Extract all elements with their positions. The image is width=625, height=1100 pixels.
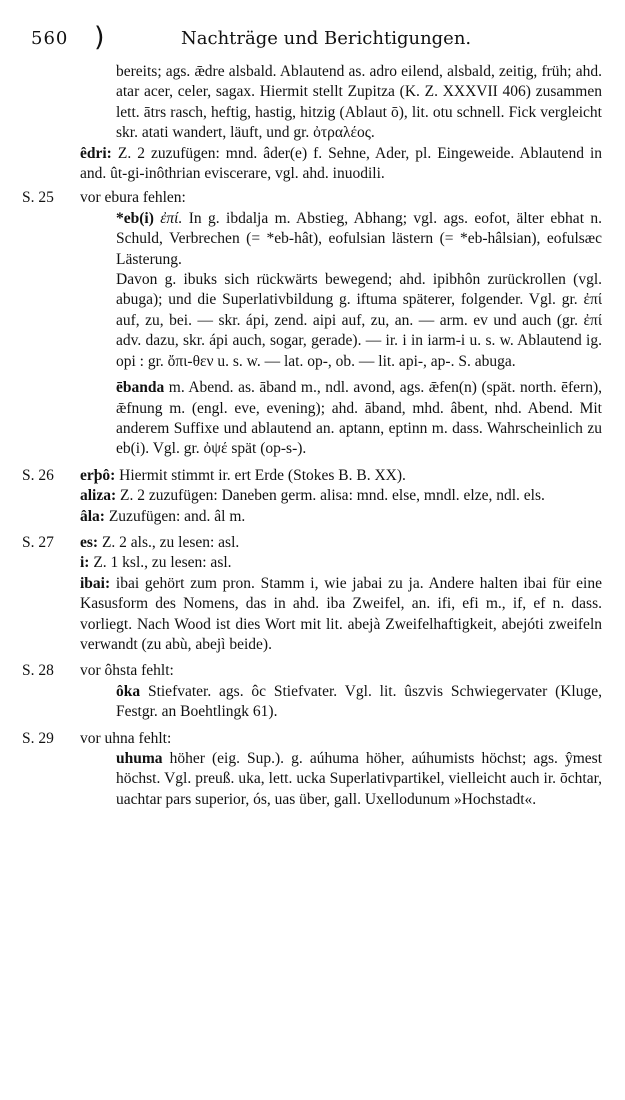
section-label: S. 29 [22, 729, 54, 747]
entry-continuation: bereits; ags. ǣdre alsbald. Ablautend as. adro eilend, alsbald, zeitig, früh; ahd. atar acer, celer, sagax. Hiermit stellt Zupitza (K. Z. XXXVII 406) zusammen lett. ātrs rasch, heftig, hastig, hitzig (Ablaut ō), lit. otu schnell. Fick vergleicht skr. atati wandert, läuft, und gr. ὀτραλέος. [116, 63, 602, 142]
entry-oka: ôka Stiefvater. ags. ôc Stiefvater. Vgl. lit. ûszvis Schwiegervater (Kluge, Festgr. an Boehtlingk 61). [116, 682, 602, 721]
entry-ala: âla: Zuzufügen: and. âl m. [80, 507, 246, 525]
headword: *eb(i) [116, 209, 154, 227]
headword: ôka [116, 682, 141, 700]
entry-uhuma: uhuma höher (eig. Sup.). g. aúhuma höher, aúhumists höchst; ags. ŷmest höchst. Vgl. preuß. uka, lett. ucka Superlativpartikel, vielleicht auch ir. ōchtar, uachtar pars superior, ós, uas über, gall. Uxellodunum »Hochstadt«. [116, 750, 602, 808]
headword: ibai: [80, 574, 111, 592]
section-lead: vor ôhsta fehlt: [80, 662, 174, 680]
headword: ēbanda [116, 379, 165, 397]
entry-edri: êdri: Z. 2 zuzufügen: mnd. âder(e) f. Sehne, Ader, pl. Eingeweide. Ablautend in and. ût-gi-inôthrian eviscerare, vgl. ahd. inuodili. [80, 144, 602, 183]
entry-ebi: *eb(i) ἐπί. In g. ibdalja m. Abstieg, Abhang; vgl. ags. eofot, älter ebhat n. Schuld, Verbrechen (= *eb-hât), eofulsian lästern (= *eb-hâlsian), eofulsæc Lästerung. [116, 209, 603, 268]
headword: erþô: [80, 466, 116, 484]
page-number: 560 [31, 28, 69, 49]
section-s28 [0, 661, 625, 722]
headword: uhuma [116, 750, 163, 767]
section-s29 [0, 729, 625, 811]
greek-word: ἐπί. [160, 209, 183, 227]
page-body [0, 62, 625, 810]
section-label: S. 26 [22, 466, 54, 484]
section-s26 [0, 466, 625, 527]
headword: i: [80, 554, 90, 572]
margin-mark: ) [94, 22, 105, 53]
headword: es: [80, 533, 99, 551]
section-label: S. 28 [22, 662, 54, 680]
section-lead: vor uhna fehlt: [80, 729, 172, 747]
entry-es: es: Z. 2 als., zu lesen: asl. [80, 533, 240, 551]
entry-erpo: erþô: Hiermit stimmt ir. ert Erde (Stokes B. B. XX). [80, 466, 406, 484]
entry-ebi-continued: Davon g. ibuks sich rückwärts bewegend; ahd. ipibhôn zurückrollen (vgl. abuga); und die Superlativbildung g. iftuma späterer, folgender. Vgl. gr. ἐπί auf, zu, bei. — skr. ápi, zend. aipi auf, zu, an. — arm. ev und auch (gr. ἐπί adv. dazu, skr. ápi auch, sogar, gerade). — ir. i in iarm-i u. s. w. Ablautend ig. opi : gr. ὄπι-θεν u. s. w. — lat. op-, ob. — lit. api-, ap-. S. abuga. [116, 271, 602, 370]
section-s27 [0, 533, 625, 655]
page-header [0, 24, 625, 54]
section-label: S. 27 [22, 533, 54, 551]
running-title: Nachträge und Berichtigungen. [181, 28, 472, 49]
entry-i: i: Z. 1 ksl., zu lesen: asl. [80, 554, 232, 572]
section-s25 [0, 188, 625, 459]
entry-ebanda: ēbanda m. Abend. as. āband m., ndl. avond, ags. ǣfen(n) (spät. north. ēfern), ǣfnung m. (engl. eve, evening); ahd. āband, mhd. âbent, nhd. Abend. Mit anderem Suffixe und ablautend an. aptann, eptinn m. dass. Wahrscheinlich zu eb(i). Vgl. gr. ὀψέ spät (op-s-). [116, 379, 602, 458]
entry-ibai: ibai: ibai gehört zum pron. Stamm i, wie jabai zu ja. Andere halten ibai für eine Kasusform des Nomens, das in ahd. iba Zweifel, an. ifi, efi m., if, ef n. dass. vorliegt. Nach Wood ist dies Wort mit lit. abejà Zweifelhaftigkeit, abejóti zweifeln verwandt (zu abù, abejì beide). [80, 574, 602, 653]
entry-aliza: aliza: Z. 2 zuzufügen: Daneben germ. alisa: mnd. else, mndl. elze, ndl. els. [80, 487, 545, 505]
headword: aliza: [80, 487, 117, 505]
section-label: S. 25 [22, 189, 54, 207]
headword: êdri: [80, 144, 112, 162]
headword: âla: [80, 507, 105, 525]
section-lead: vor ebura fehlen: [80, 189, 186, 207]
